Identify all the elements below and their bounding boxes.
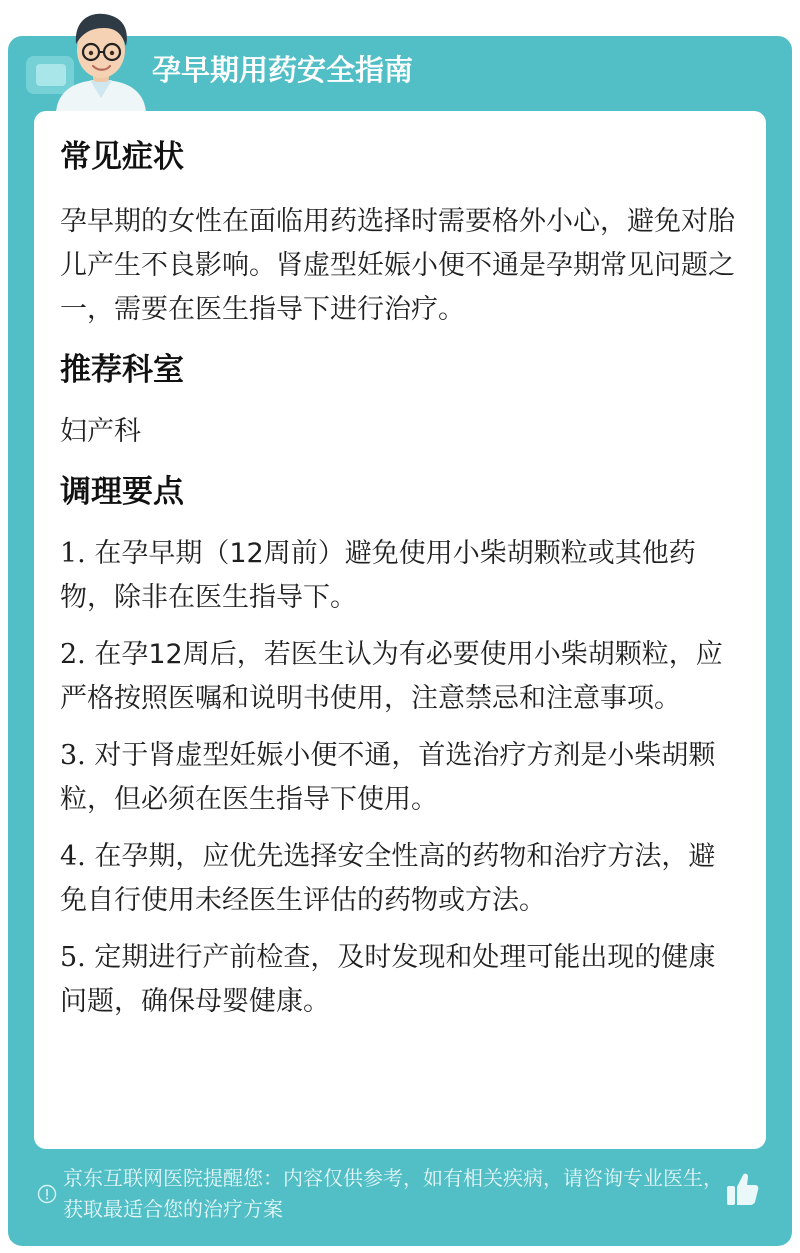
list-item-number: 3. <box>60 740 86 771</box>
section-text-symptoms: 孕早期的女性在面临用药选择时需要格外小心，避免对胎儿产生不良影响。肾虚型妊娠小便不通是孕期常见问题之一，需要在医生指导下进行治疗。 <box>60 206 735 325</box>
info-icon <box>37 1184 57 1204</box>
list-item-number: 5. <box>60 942 86 973</box>
section-text-department: 妇产科 <box>60 416 141 447</box>
list-item <box>60 532 741 620</box>
content-panel <box>34 111 766 1149</box>
list-item-text: 在孕期，应优先选择安全性高的药物和治疗方法，避免自行使用未经医生评估的药物或方法。 <box>60 841 716 916</box>
thumbs-up-icon[interactable] <box>724 1170 760 1208</box>
section-title-care: 调理要点 <box>60 474 184 510</box>
list-item <box>60 936 741 1024</box>
list-item <box>60 734 741 822</box>
care-list <box>60 532 741 1024</box>
page-title: 孕早期用药安全指南 <box>152 53 414 87</box>
list-item-text: 对于肾虚型妊娠小便不通，首选治疗方剂是小柴胡颗粒，但必须在医生指导下使用。 <box>60 740 716 815</box>
list-item-text: 定期进行产前检查，及时发现和处理可能出现的健康问题，确保母婴健康。 <box>60 942 716 1017</box>
doctor-avatar-icon <box>46 6 156 112</box>
list-item-number: 4. <box>60 841 86 872</box>
footer-disclaimer: 京东互联网医院提醒您：内容仅供参考，如有相关疾病，请咨询专业医生，获取最适合您的治疗方案 <box>63 1166 723 1221</box>
list-item-number: 1. <box>60 538 86 569</box>
section-title-department: 推荐科室 <box>60 352 184 388</box>
list-item-text: 在孕12周后，若医生认为有必要使用小柴胡颗粒，应严格按照医嘱和说明书使用，注意禁忌和注意事项。 <box>60 639 723 714</box>
list-item <box>60 633 741 721</box>
list-item-text: 在孕早期（12周前）避免使用小柴胡颗粒或其他药物，除非在医生指导下。 <box>60 538 696 613</box>
list-item <box>60 835 741 923</box>
section-title-symptoms: 常见症状 <box>60 139 184 175</box>
list-item-number: 2. <box>60 639 86 670</box>
